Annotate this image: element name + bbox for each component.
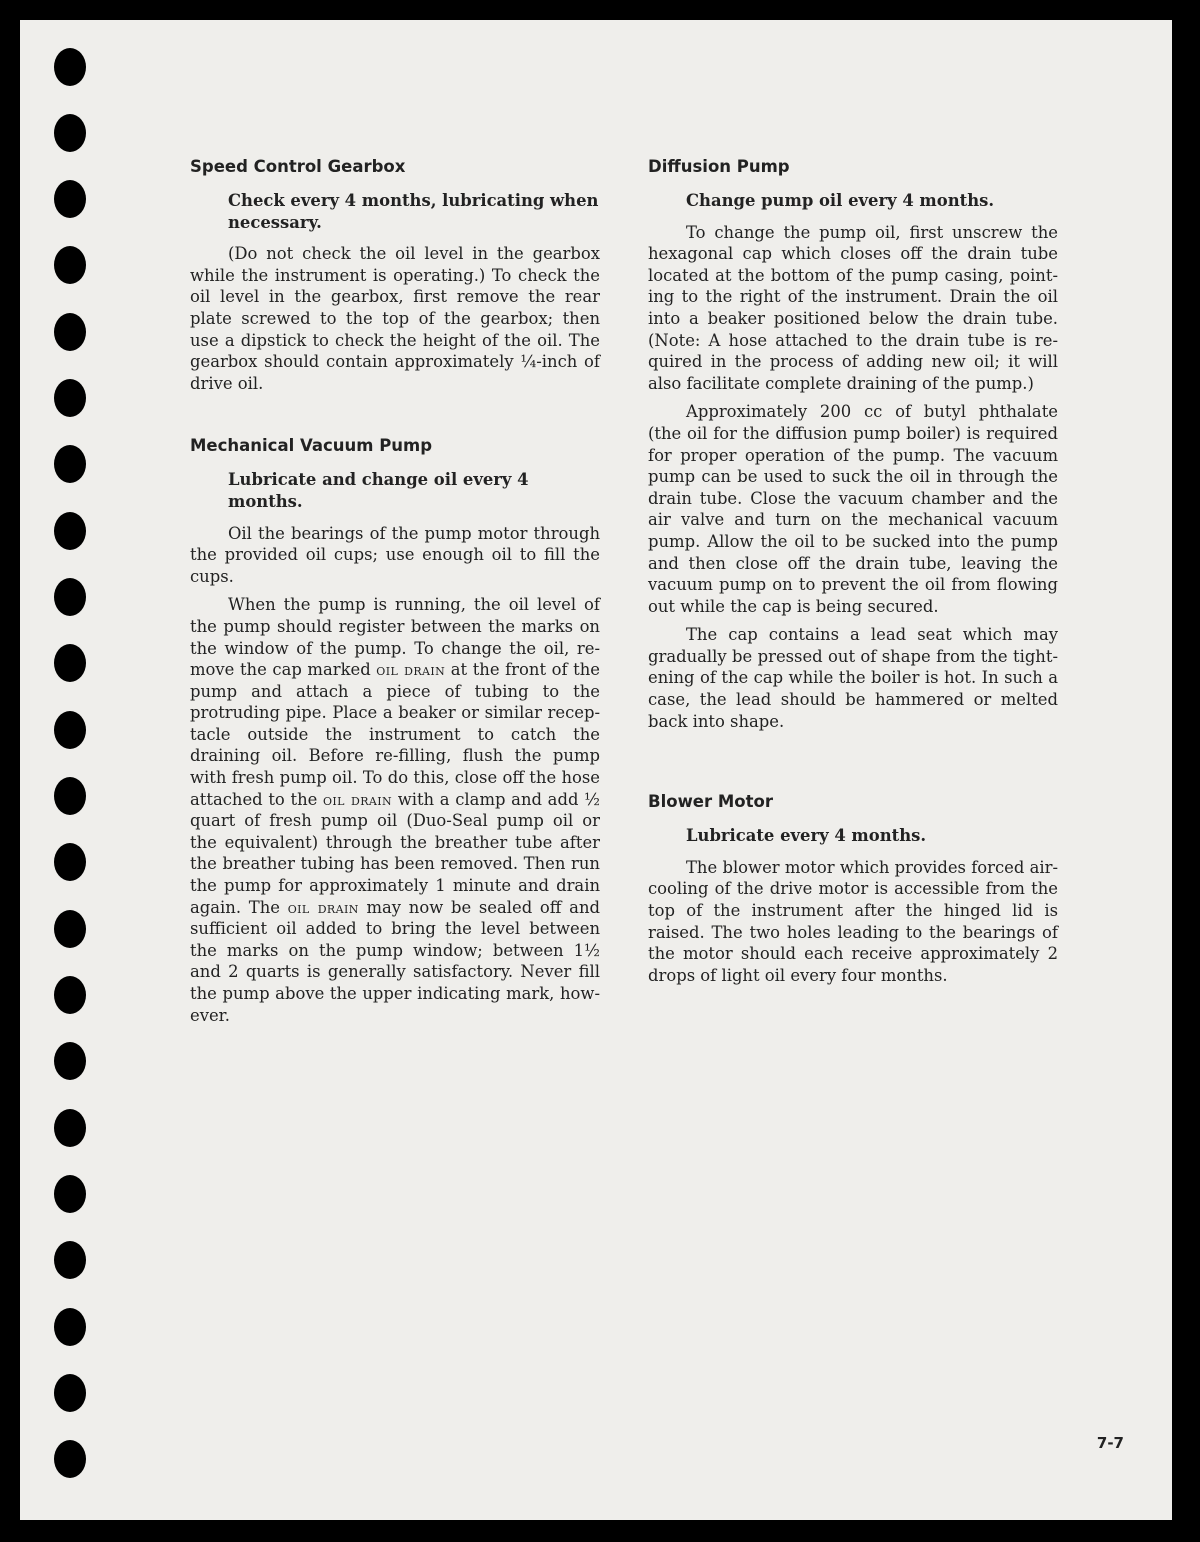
binding-hole — [54, 1175, 86, 1213]
section-subheading: Check every 4 months, lubricating when necessary. — [228, 191, 599, 232]
binding-hole — [54, 976, 86, 1014]
section-heading: Mechanical Vacuum Pump — [190, 436, 433, 456]
binding-hole — [54, 313, 86, 351]
binding-hole — [54, 578, 86, 616]
paragraph: The cap contains a lead seat which may gradually be pressed out of shape from the tightening of the cap while the boiler is hot. In such a case, the lead should be hammered or melted back into shape. — [648, 625, 1058, 731]
binding-hole — [54, 1042, 86, 1080]
paragraph: (Do not check the oil level in the gearbox while the instrument is operating.) To check the oil level in the gearbox, first remove the rear plate screwed to the top of the gearbox; then use a dipstick to check the height of the oil. The gearbox should contain approximately ¼-inch of drive oil. — [190, 244, 600, 393]
section-spacer — [190, 401, 600, 435]
document-page — [20, 20, 1172, 1520]
binding-hole — [54, 1440, 86, 1478]
oil-drain-label: oil drain — [287, 897, 359, 917]
section-heading: Speed Control Gearbox — [190, 157, 406, 176]
right-column — [648, 156, 1058, 993]
section-spacer — [648, 739, 1058, 791]
binding-hole — [54, 246, 86, 284]
oil-drain-label: oil drain — [323, 789, 392, 809]
binding-hole — [54, 843, 86, 881]
section-mechanical-vacuum-pump — [190, 435, 600, 1026]
binding-hole — [54, 48, 86, 86]
text-run: When the pump is running, the oil level of the pump should register between the marks on the window of the pump. To change the oil, remove the cap marked — [190, 595, 600, 680]
section-heading: Diffusion Pump — [648, 157, 790, 176]
binding-hole — [54, 644, 86, 682]
oil-drain-label: oil drain — [376, 660, 446, 680]
binding-hole — [54, 910, 86, 948]
text-run: may now be sealed off and sufficient oil added to bring the level between the marks on the pump window; between 1½ and 2 quarts is generally satisfactory. Never fill the pump above the upper indicating mark, however. — [190, 897, 601, 1025]
binding-hole — [54, 512, 86, 550]
left-column — [190, 156, 600, 1033]
text-run: at the front of the pump and attach a piece of tubing to the protruding pipe. Place a beaker or similar receptacle outside the instrument to catch the draining oil. Before re-filling, flush the pump with fresh pump oil. To do this, close off the hose attached to the — [190, 660, 600, 809]
paragraph: Approximately 200 cc of butyl phthalate (the oil for the diffusion pump boiler) is required for proper operation of the pump. The vacuum pump can be used to suck the oil in through the drain tube. Close the vacuum chamber and the air valve and turn on the mechanical vacuum pump. Allow the oil to be sucked into the pump and then close off the drain tube, leaving the vacuum pump on to prevent the oil from flowing out while the cap is being secured. — [648, 402, 1058, 616]
section-blower-motor — [648, 791, 1058, 986]
section-heading: Blower Motor — [648, 792, 773, 812]
binding-hole — [54, 1241, 86, 1279]
section-subheading: Change pump oil every 4 months. — [686, 191, 995, 210]
binding-hole — [54, 1109, 86, 1147]
binding-hole — [54, 1374, 86, 1412]
binding-hole — [54, 1308, 86, 1346]
section-subheading: Lubricate every 4 months. — [686, 826, 927, 846]
text-run: with a clamp and add ½ quart of fresh pump oil (Duo-Seal pump oil or the equivalent) through the breather tube after the breather tubing has been removed. Then run the pump for approximately 1 minute and drain again. The — [190, 789, 601, 917]
binding-hole — [54, 180, 86, 218]
section-subheading: Lubricate and change oil every 4 months. — [228, 470, 529, 511]
paragraph: To change the pump oil, first unscrew the hexagonal cap which closes off the drain tube located at the bottom of the pump casing, pointing to the right of the instrument. Drain the oil into a beaker positioned below the drain tube. (Note: A hose attached to the drain tube is required in the process of adding new oil; it will also facilitate complete draining of the pump.) — [648, 222, 1058, 393]
section-speed-control-gearbox — [190, 156, 600, 394]
paragraph — [190, 594, 600, 1026]
binding-hole — [54, 379, 86, 417]
section-diffusion-pump — [648, 156, 1058, 732]
binding-hole — [54, 711, 86, 749]
binding-hole — [54, 445, 86, 483]
paragraph: The blower motor which provides forced air-cooling of the drive motor is accessible from the top of the instrument after the hinged lid is raised. The two holes leading to the bearings of the motor should each receive approximately 2 drops of light oil every four months. — [648, 857, 1058, 985]
paragraph: Oil the bearings of the pump motor through the provided oil cups; use enough oil to fill the cups. — [190, 523, 600, 586]
binding-hole — [54, 114, 86, 152]
page-number: 7-7 — [1096, 1434, 1124, 1452]
binding-hole — [54, 777, 86, 815]
